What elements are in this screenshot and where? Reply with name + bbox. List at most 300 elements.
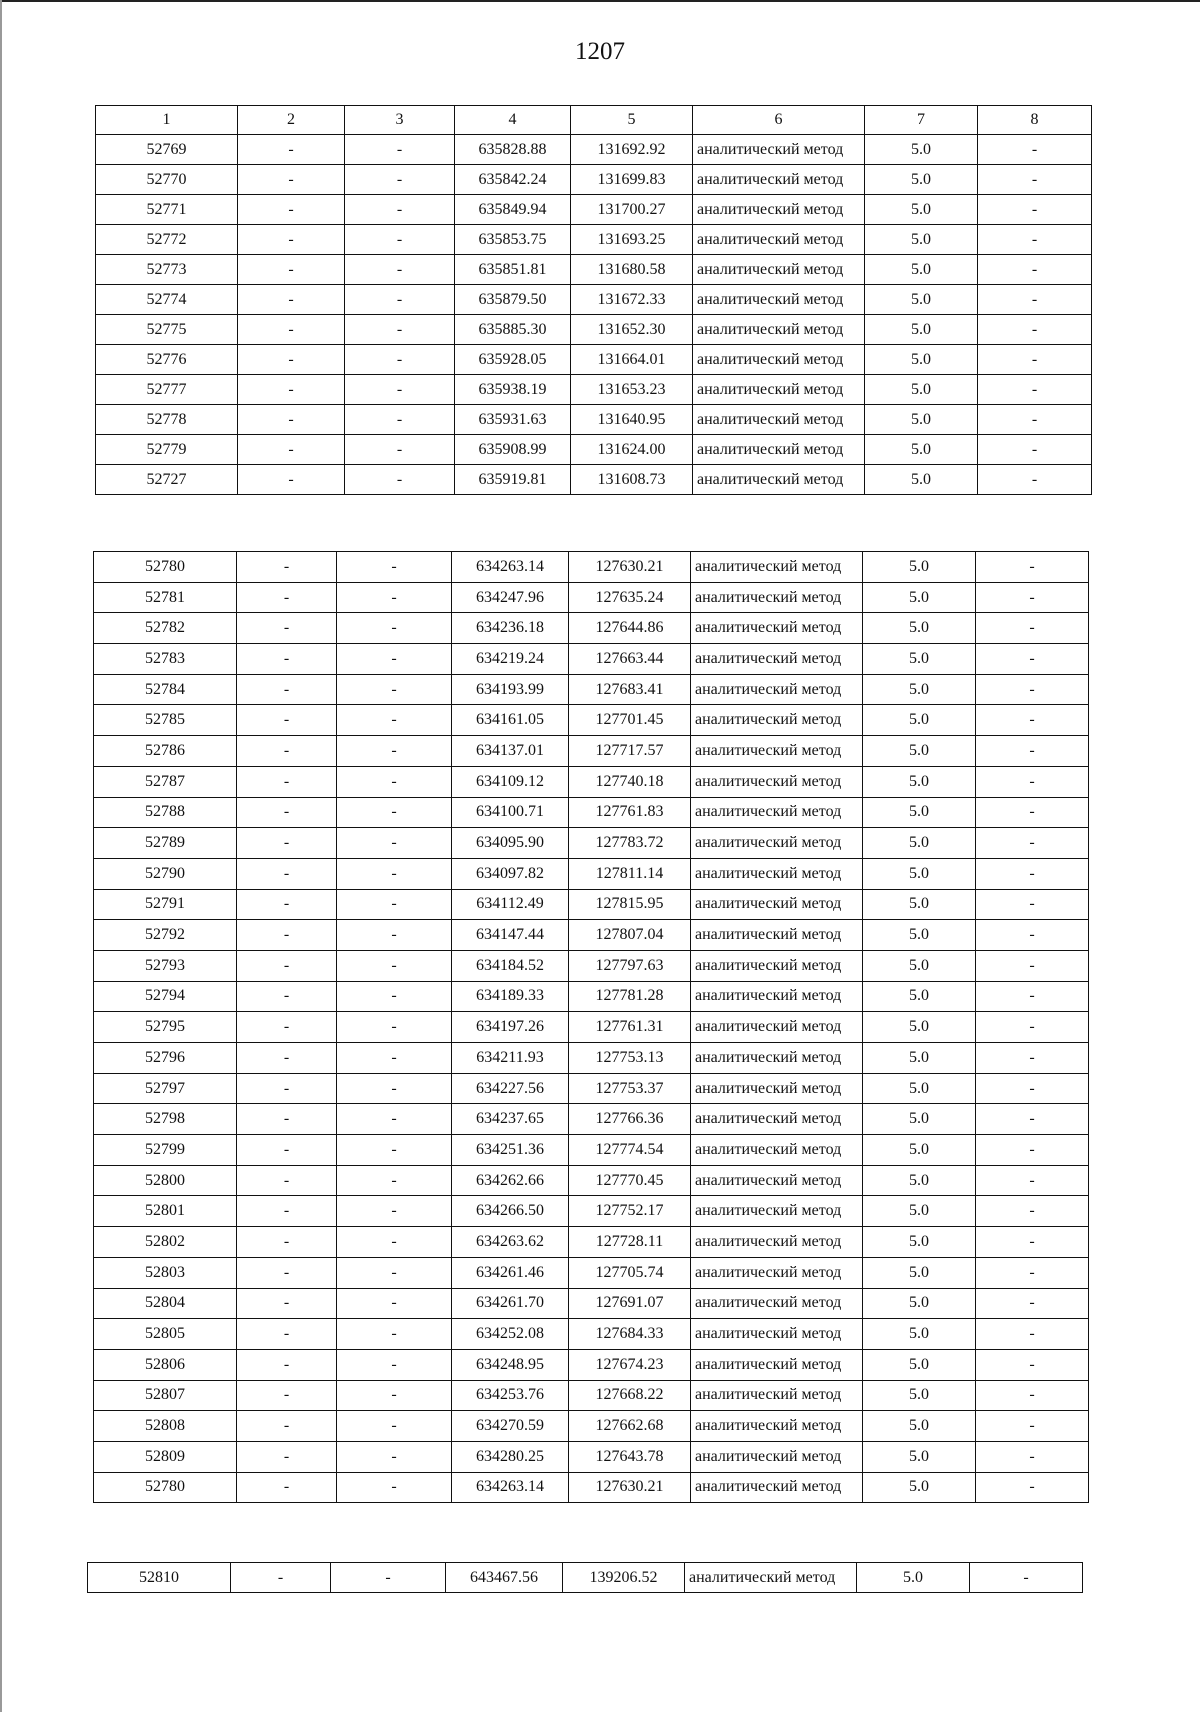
cell-accuracy: 5.0: [863, 674, 976, 705]
cell-coord-y: 127644.86: [569, 613, 691, 644]
cell-coord-x: 635919.81: [455, 465, 571, 495]
cell-col-8: -: [976, 1104, 1089, 1135]
cell-coord-x: 634109.12: [452, 766, 569, 797]
cell-accuracy: 5.0: [863, 766, 976, 797]
cell-accuracy: 5.0: [863, 1104, 976, 1135]
cell-accuracy: 5.0: [865, 195, 978, 225]
cell-coord-x: 635853.75: [455, 225, 571, 255]
cell-point-number: 52780: [94, 1472, 237, 1503]
cell-coord-y: 127630.21: [569, 1472, 691, 1503]
table-row: [96, 435, 1092, 465]
cell-col-3: -: [337, 1227, 452, 1258]
cell-point-number: 52790: [94, 858, 237, 889]
cell-accuracy: 5.0: [865, 345, 978, 375]
cell-point-number: 52772: [96, 225, 238, 255]
cell-method: аналитический метод: [691, 1349, 863, 1380]
cell-col-2: -: [237, 1288, 337, 1319]
cell-method: аналитический метод: [691, 828, 863, 859]
cell-method: аналитический метод: [691, 1073, 863, 1104]
cell-accuracy: 5.0: [863, 1380, 976, 1411]
cell-coord-x: 634137.01: [452, 736, 569, 767]
cell-coord-y: 127761.83: [569, 797, 691, 828]
cell-col-2: -: [238, 195, 345, 225]
cell-accuracy: 5.0: [863, 582, 976, 613]
coordinates-table-1: [95, 105, 1092, 495]
cell-col-3: -: [337, 1073, 452, 1104]
cell-col-2: -: [237, 797, 337, 828]
table-row: [94, 1227, 1089, 1258]
cell-col-3: -: [337, 1104, 452, 1135]
cell-col-8: -: [976, 613, 1089, 644]
cell-coord-x: 634252.08: [452, 1319, 569, 1350]
cell-accuracy: 5.0: [863, 1227, 976, 1258]
table-row: [96, 195, 1092, 225]
cell-point-number: 52798: [94, 1104, 237, 1135]
cell-col-2: -: [237, 889, 337, 920]
table-row: [94, 1104, 1089, 1135]
cell-coord-y: 127728.11: [569, 1227, 691, 1258]
cell-coord-y: 131652.30: [571, 315, 693, 345]
cell-point-number: 52808: [94, 1411, 237, 1442]
cell-coord-x: 634262.66: [452, 1165, 569, 1196]
cell-method: аналитический метод: [693, 375, 865, 405]
table-row: [94, 1380, 1089, 1411]
header-cell-accuracy: 7: [865, 106, 978, 135]
cell-col-3: -: [337, 858, 452, 889]
cell-coord-x: 635885.30: [455, 315, 571, 345]
cell-col-2: -: [237, 828, 337, 859]
table-row: [94, 736, 1089, 767]
cell-col-8: -: [976, 1411, 1089, 1442]
cell-point-number: 52727: [96, 465, 238, 495]
cell-method: аналитический метод: [693, 465, 865, 495]
cell-coord-y: 131672.33: [571, 285, 693, 315]
header-cell-coord-x: 4: [455, 106, 571, 135]
cell-col-3: -: [337, 1319, 452, 1350]
cell-col-2: -: [237, 920, 337, 951]
cell-method: аналитический метод: [691, 1135, 863, 1166]
cell-accuracy: 5.0: [863, 889, 976, 920]
table-row: [96, 405, 1092, 435]
cell-accuracy: 5.0: [865, 165, 978, 195]
coordinates-table-3: [87, 1562, 1083, 1593]
cell-accuracy: 5.0: [863, 950, 976, 981]
cell-accuracy: 5.0: [863, 1012, 976, 1043]
cell-col-8: -: [976, 766, 1089, 797]
cell-coord-x: 634247.96: [452, 582, 569, 613]
cell-col-8: -: [978, 375, 1092, 405]
cell-coord-x: 634261.46: [452, 1257, 569, 1288]
cell-col-8: -: [976, 1073, 1089, 1104]
cell-accuracy: 5.0: [863, 981, 976, 1012]
cell-point-number: 52773: [96, 255, 238, 285]
cell-col-2: -: [237, 1319, 337, 1350]
table-row: [94, 1472, 1089, 1503]
cell-col-3: -: [337, 1257, 452, 1288]
cell-col-8: -: [978, 135, 1092, 165]
cell-point-number: 52804: [94, 1288, 237, 1319]
table-row: [94, 1196, 1089, 1227]
cell-coord-y: 127753.37: [569, 1073, 691, 1104]
page-number: 1207: [575, 38, 625, 65]
table-row: [96, 285, 1092, 315]
cell-col-8: -: [978, 465, 1092, 495]
cell-col-8: -: [976, 736, 1089, 767]
header-cell-method: 6: [693, 106, 865, 135]
cell-col-2: -: [237, 613, 337, 644]
cell-method: аналитический метод: [693, 135, 865, 165]
cell-point-number: 52770: [96, 165, 238, 195]
cell-accuracy: 5.0: [863, 797, 976, 828]
cell-accuracy: 5.0: [865, 285, 978, 315]
cell-method: аналитический метод: [691, 920, 863, 951]
cell-col-8: -: [978, 165, 1092, 195]
cell-coord-x: 634270.59: [452, 1411, 569, 1442]
cell-point-number: 52794: [94, 981, 237, 1012]
cell-col-8: -: [978, 255, 1092, 285]
cell-col-2: -: [237, 1165, 337, 1196]
cell-col-2: -: [237, 1043, 337, 1074]
cell-col-2: -: [237, 1012, 337, 1043]
cell-point-number: 52774: [96, 285, 238, 315]
cell-coord-y: 127753.13: [569, 1043, 691, 1074]
cell-method: аналитический метод: [691, 889, 863, 920]
cell-col-8: -: [976, 1257, 1089, 1288]
cell-coord-x: 635842.24: [455, 165, 571, 195]
cell-col-8: -: [976, 1349, 1089, 1380]
cell-method: аналитический метод: [693, 195, 865, 225]
cell-col-3: -: [345, 435, 455, 465]
table-row: [96, 465, 1092, 495]
cell-method: аналитический метод: [691, 582, 863, 613]
table-row: [94, 1441, 1089, 1472]
cell-col-8: -: [976, 950, 1089, 981]
cell-coord-x: 634211.93: [452, 1043, 569, 1074]
cell-point-number: 52807: [94, 1380, 237, 1411]
cell-col-3: -: [337, 1380, 452, 1411]
cell-point-number: 52795: [94, 1012, 237, 1043]
cell-accuracy: 5.0: [865, 315, 978, 345]
cell-col-8: -: [976, 1012, 1089, 1043]
cell-method: аналитический метод: [693, 225, 865, 255]
cell-method: аналитический метод: [691, 1165, 863, 1196]
cell-accuracy: 5.0: [865, 465, 978, 495]
cell-method: аналитический метод: [693, 165, 865, 195]
cell-col-2: -: [237, 1257, 337, 1288]
cell-coord-y: 127740.18: [569, 766, 691, 797]
cell-col-3: -: [337, 1196, 452, 1227]
cell-coord-x: 634263.14: [452, 1472, 569, 1503]
cell-col-3: -: [337, 1472, 452, 1503]
cell-col-3: -: [337, 644, 452, 675]
cell-col-3: -: [345, 465, 455, 495]
cell-col-3: -: [337, 705, 452, 736]
page-left-edge: [0, 0, 2, 1712]
cell-col-3: -: [345, 285, 455, 315]
cell-method: аналитический метод: [693, 285, 865, 315]
cell-col-2: -: [237, 552, 337, 583]
cell-col-2: -: [237, 1104, 337, 1135]
cell-method: аналитический метод: [691, 644, 863, 675]
cell-coord-x: 634263.62: [452, 1227, 569, 1258]
cell-col-8: -: [976, 1319, 1089, 1350]
cell-col-3: -: [337, 950, 452, 981]
table-row: [96, 165, 1092, 195]
cell-coord-x: 634261.70: [452, 1288, 569, 1319]
cell-method: аналитический метод: [693, 345, 865, 375]
cell-coord-x: 635851.81: [455, 255, 571, 285]
cell-point-number: 52809: [94, 1441, 237, 1472]
cell-coord-y: 131653.23: [571, 375, 693, 405]
table-row: [94, 674, 1089, 705]
table-row: [94, 1043, 1089, 1074]
cell-coord-x: 635828.88: [455, 135, 571, 165]
cell-coord-x: 635879.50: [455, 285, 571, 315]
cell-method: аналитический метод: [691, 1411, 863, 1442]
cell-coord-y: 131664.01: [571, 345, 693, 375]
cell-col-8: -: [976, 797, 1089, 828]
cell-col-3: -: [337, 582, 452, 613]
cell-col-8: -: [976, 552, 1089, 583]
cell-col-8: -: [976, 1165, 1089, 1196]
cell-point-number: 52782: [94, 613, 237, 644]
cell-col-8: -: [978, 315, 1092, 345]
cell-col-2: -: [238, 405, 345, 435]
cell-col-2: -: [237, 644, 337, 675]
cell-point-number: 52801: [94, 1196, 237, 1227]
cell-coord-x: 634184.52: [452, 950, 569, 981]
cell-col-3: -: [345, 225, 455, 255]
cell-col-8: -: [976, 1288, 1089, 1319]
table-row: [94, 766, 1089, 797]
table-row: [96, 255, 1092, 285]
cell-method: аналитический метод: [691, 1380, 863, 1411]
cell-coord-x: 634280.25: [452, 1441, 569, 1472]
cell-method: аналитический метод: [691, 552, 863, 583]
cell-coord-x: 634227.56: [452, 1073, 569, 1104]
cell-accuracy: 5.0: [865, 435, 978, 465]
cell-method: аналитический метод: [691, 1012, 863, 1043]
table-row: [94, 552, 1089, 583]
cell-coord-x: 634095.90: [452, 828, 569, 859]
cell-accuracy: 5.0: [863, 705, 976, 736]
cell-col-2: -: [231, 1563, 331, 1593]
cell-method: аналитический метод: [691, 1196, 863, 1227]
cell-col-2: -: [238, 255, 345, 285]
cell-coord-y: 127815.95: [569, 889, 691, 920]
cell-method: аналитический метод: [691, 797, 863, 828]
cell-accuracy: 5.0: [863, 1073, 976, 1104]
cell-accuracy: 5.0: [863, 1196, 976, 1227]
cell-coord-y: 127662.68: [569, 1411, 691, 1442]
cell-coord-y: 127668.22: [569, 1380, 691, 1411]
page-top-rule: [0, 0, 1200, 2]
cell-coord-y: 131692.92: [571, 135, 693, 165]
cell-point-number: 52793: [94, 950, 237, 981]
table-row: [94, 858, 1089, 889]
cell-accuracy: 5.0: [863, 828, 976, 859]
cell-coord-y: 127783.72: [569, 828, 691, 859]
cell-col-2: -: [237, 1349, 337, 1380]
cell-point-number: 52777: [96, 375, 238, 405]
cell-coord-y: 131700.27: [571, 195, 693, 225]
cell-method: аналитический метод: [693, 435, 865, 465]
cell-col-3: -: [345, 315, 455, 345]
table-row: [94, 1411, 1089, 1442]
cell-coord-x: 643467.56: [446, 1563, 563, 1593]
cell-accuracy: 5.0: [863, 858, 976, 889]
table-row: [94, 981, 1089, 1012]
cell-coord-x: 634251.36: [452, 1135, 569, 1166]
cell-point-number: 52786: [94, 736, 237, 767]
coordinates-table-2: [93, 551, 1089, 1503]
cell-col-3: -: [337, 766, 452, 797]
cell-coord-x: 635908.99: [455, 435, 571, 465]
table-row: [94, 920, 1089, 951]
cell-col-2: -: [238, 285, 345, 315]
cell-point-number: 52789: [94, 828, 237, 859]
cell-col-3: -: [337, 828, 452, 859]
table-row: [94, 1012, 1089, 1043]
cell-col-3: -: [345, 375, 455, 405]
cell-method: аналитический метод: [691, 950, 863, 981]
cell-col-8: -: [976, 1135, 1089, 1166]
cell-coord-y: 127701.45: [569, 705, 691, 736]
cell-col-3: -: [337, 1012, 452, 1043]
cell-method: аналитический метод: [693, 315, 865, 345]
header-cell-coord-y: 5: [571, 106, 693, 135]
cell-point-number: 52797: [94, 1073, 237, 1104]
table-row: [96, 225, 1092, 255]
cell-col-8: -: [976, 981, 1089, 1012]
cell-col-2: -: [237, 981, 337, 1012]
table-row: [94, 889, 1089, 920]
header-cell-col-2: 2: [238, 106, 345, 135]
cell-point-number: 52778: [96, 405, 238, 435]
cell-col-8: -: [976, 828, 1089, 859]
table-row: [96, 345, 1092, 375]
table-row: [94, 797, 1089, 828]
cell-point-number: 52805: [94, 1319, 237, 1350]
cell-point-number: 52771: [96, 195, 238, 225]
cell-col-8: -: [978, 195, 1092, 225]
header-cell-point-number: 1: [96, 106, 238, 135]
cell-coord-y: 131680.58: [571, 255, 693, 285]
cell-coord-x: 634237.65: [452, 1104, 569, 1135]
cell-accuracy: 5.0: [863, 920, 976, 951]
cell-col-8: -: [976, 858, 1089, 889]
cell-coord-y: 127752.17: [569, 1196, 691, 1227]
cell-col-3: -: [331, 1563, 446, 1593]
cell-coord-y: 127663.44: [569, 644, 691, 675]
cell-coord-y: 131608.73: [571, 465, 693, 495]
cell-col-8: -: [976, 1227, 1089, 1258]
cell-accuracy: 5.0: [863, 613, 976, 644]
cell-col-2: -: [238, 375, 345, 405]
cell-col-2: -: [238, 435, 345, 465]
cell-point-number: 52784: [94, 674, 237, 705]
cell-accuracy: 5.0: [863, 552, 976, 583]
cell-coord-x: 634248.95: [452, 1349, 569, 1380]
cell-col-2: -: [237, 1135, 337, 1166]
cell-col-2: -: [237, 1411, 337, 1442]
cell-point-number: 52802: [94, 1227, 237, 1258]
cell-col-2: -: [237, 1073, 337, 1104]
cell-point-number: 52806: [94, 1349, 237, 1380]
cell-point-number: 52787: [94, 766, 237, 797]
cell-coord-y: 127691.07: [569, 1288, 691, 1319]
cell-col-8: -: [976, 889, 1089, 920]
cell-method: аналитический метод: [691, 613, 863, 644]
cell-col-3: -: [337, 1165, 452, 1196]
cell-col-3: -: [337, 981, 452, 1012]
cell-col-2: -: [238, 465, 345, 495]
cell-accuracy: 5.0: [865, 225, 978, 255]
cell-accuracy: 5.0: [863, 1165, 976, 1196]
cell-accuracy: 5.0: [865, 135, 978, 165]
cell-accuracy: 5.0: [863, 1288, 976, 1319]
cell-method: аналитический метод: [685, 1563, 857, 1593]
cell-accuracy: 5.0: [863, 1472, 976, 1503]
cell-coord-y: 127683.41: [569, 674, 691, 705]
cell-col-3: -: [337, 1043, 452, 1074]
cell-col-2: -: [237, 766, 337, 797]
cell-coord-x: 634197.26: [452, 1012, 569, 1043]
cell-coord-x: 634219.24: [452, 644, 569, 675]
cell-coord-y: 127630.21: [569, 552, 691, 583]
cell-point-number: 52792: [94, 920, 237, 951]
cell-coord-x: 635931.63: [455, 405, 571, 435]
table-row: [94, 1073, 1089, 1104]
cell-coord-y: 131624.00: [571, 435, 693, 465]
table-row: [94, 828, 1089, 859]
cell-col-2: -: [238, 345, 345, 375]
cell-coord-y: 127635.24: [569, 582, 691, 613]
cell-method: аналитический метод: [691, 705, 863, 736]
cell-col-2: -: [237, 858, 337, 889]
cell-col-3: -: [337, 736, 452, 767]
cell-col-8: -: [978, 405, 1092, 435]
cell-coord-y: 127643.78: [569, 1441, 691, 1472]
cell-col-8: -: [976, 644, 1089, 675]
table-row: [94, 705, 1089, 736]
cell-coord-x: 634147.44: [452, 920, 569, 951]
cell-col-8: -: [976, 705, 1089, 736]
cell-col-3: -: [337, 674, 452, 705]
cell-coord-x: 634193.99: [452, 674, 569, 705]
cell-method: аналитический метод: [693, 405, 865, 435]
cell-col-2: -: [238, 135, 345, 165]
cell-coord-y: 127807.04: [569, 920, 691, 951]
cell-col-3: -: [345, 135, 455, 165]
cell-accuracy: 5.0: [863, 1043, 976, 1074]
cell-accuracy: 5.0: [863, 1349, 976, 1380]
cell-method: аналитический метод: [691, 981, 863, 1012]
cell-coord-y: 127684.33: [569, 1319, 691, 1350]
cell-method: аналитический метод: [693, 255, 865, 285]
cell-method: аналитический метод: [691, 1441, 863, 1472]
cell-coord-x: 635938.19: [455, 375, 571, 405]
cell-accuracy: 5.0: [863, 736, 976, 767]
cell-point-number: 52781: [94, 582, 237, 613]
table-row: [94, 644, 1089, 675]
table-row: [94, 1135, 1089, 1166]
cell-col-3: -: [337, 889, 452, 920]
cell-method: аналитический метод: [691, 1319, 863, 1350]
cell-coord-x: 634266.50: [452, 1196, 569, 1227]
cell-point-number: 52785: [94, 705, 237, 736]
cell-coord-x: 634097.82: [452, 858, 569, 889]
